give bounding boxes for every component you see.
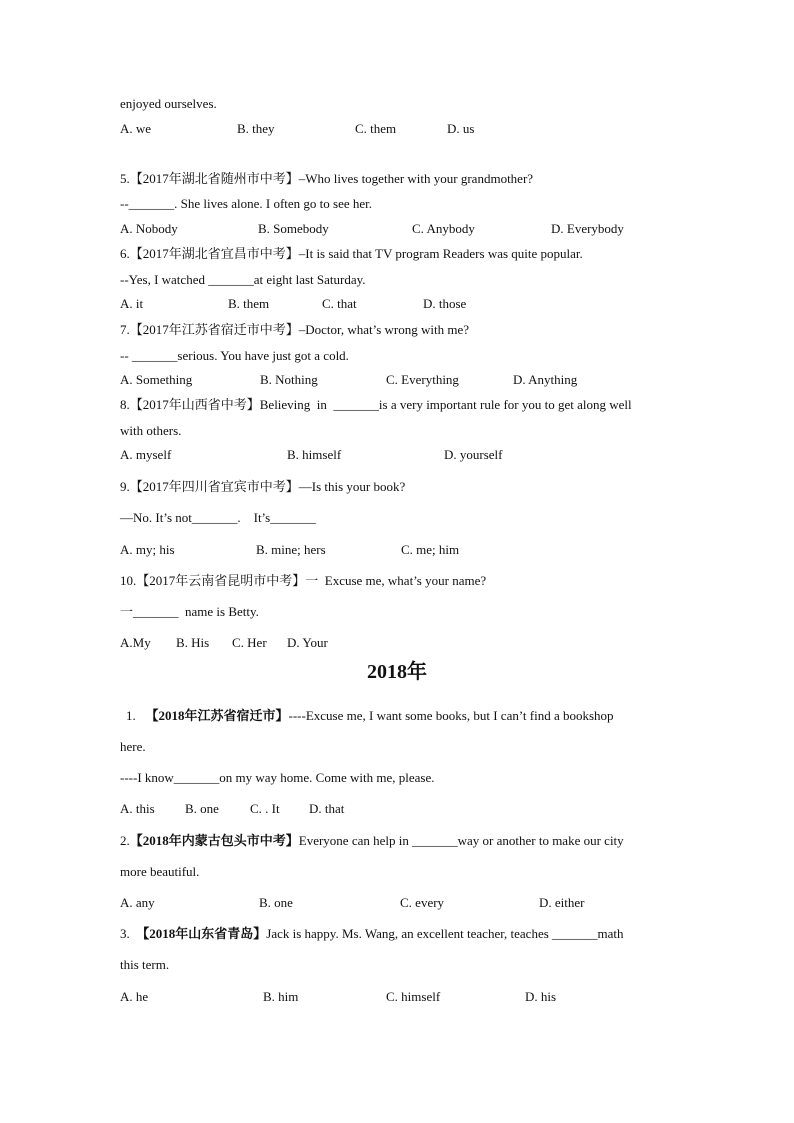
q8-option-d: D. yourself <box>444 447 503 462</box>
q7-stem: 7.【2017年江苏省宿迁市中考】–Doctor, what’s wrong with me? <box>120 322 470 337</box>
q5-line2: --_______. She lives alone. I often go to see her. <box>120 196 372 211</box>
s2018-q1-text: ----Excuse me, I want some books, but I can’t find a bookshop <box>288 708 614 723</box>
q10-stem: 10.【2017年云南省昆明市中考】一 Excuse me, what’s your name? <box>120 573 487 588</box>
s2018-q2-option-c: C. every <box>400 895 445 910</box>
q9-option-a: A. my; his <box>120 542 175 557</box>
q9-option-c: C. me; him <box>401 542 460 557</box>
q5-stem: 5.【2017年湖北省随州市中考】–Who lives together with your grandmother? <box>120 171 534 186</box>
q9-stem: 9.【2017年四川省宜宾市中考】—Is this your book? <box>120 479 406 494</box>
q4-option-c: C. them <box>355 121 397 136</box>
q6-stem: 6.【2017年湖北省宜昌市中考】–It is said that TV program Readers was quite popular. <box>120 246 583 261</box>
s2018-q2-option-d: D. either <box>539 895 585 910</box>
q7-line2: -- _______serious. You have just got a cold. <box>120 348 349 363</box>
q8-option-b: B. himself <box>287 447 342 462</box>
s2018-q1-number: 1. <box>126 708 136 723</box>
q10-option-d: D. Your <box>287 635 328 650</box>
s2018-q3-option-a: A. he <box>120 989 149 1004</box>
q7-option-a: A. Something <box>120 372 193 387</box>
q10-option-a: A.My <box>120 635 151 650</box>
q6-option-c: C. that <box>322 296 357 311</box>
q5-option-a: A. Nobody <box>120 221 178 236</box>
s2018-q2-stem <box>120 833 624 849</box>
q4-option-b: B. they <box>237 121 275 136</box>
q8-option-a: A. myself <box>120 447 172 462</box>
s2018-q2-line2: more beautiful. <box>120 864 200 879</box>
q8-line2: with others. <box>120 423 182 438</box>
s2018-q3-source: 【2018年山东省青岛】 <box>136 926 267 941</box>
q6-option-b: B. them <box>228 296 270 311</box>
q9-option-b: B. mine; hers <box>256 542 326 557</box>
s2018-q2-number: 2. <box>120 833 130 848</box>
s2018-q3-option-b: B. him <box>263 989 299 1004</box>
q4-option-d: D. us <box>447 121 475 136</box>
s2018-q3-number: 3. <box>120 926 130 941</box>
q4-option-a: A. we <box>120 121 152 136</box>
q9-line2: —No. It’s not_______. It’s_______ <box>120 510 316 525</box>
s2018-q3-option-c: C. himself <box>386 989 441 1004</box>
s2018-q2-option-b: B. one <box>259 895 293 910</box>
q6-option-a: A. it <box>120 296 144 311</box>
s2018-q1-option-b: B. one <box>185 801 219 816</box>
s2018-q1-source: 【2018年江苏省宿迁市】 <box>145 708 289 723</box>
q6-option-d: D. those <box>423 296 467 311</box>
q7-option-b: B. Nothing <box>260 372 318 387</box>
q7-option-c: C. Everything <box>386 372 459 387</box>
s2018-q2-text: Everyone can help in _______way or another to make our city <box>298 833 624 848</box>
s2018-q3-stem <box>120 926 624 942</box>
s2018-q3-line2: this term. <box>120 957 170 972</box>
s2018-q2-source: 【2018年内蒙古包头市中考】 <box>129 833 299 848</box>
q10-option-c: C. Her <box>232 635 267 650</box>
section-title: 2018年 <box>367 661 427 683</box>
s2018-q1-option-c: C. . It <box>250 801 280 816</box>
s2018-q1-stem <box>126 708 614 724</box>
s2018-q1-option-a: A. this <box>120 801 155 816</box>
s2018-q3-text: Jack is happy. Ms. Wang, an excellent teacher, teaches _______math <box>266 926 624 941</box>
q10-option-b: B. His <box>176 635 210 650</box>
q5-option-d: D. Everybody <box>551 221 624 236</box>
s2018-q1-line3: ----I know_______on my way home. Come with me, please. <box>120 770 435 785</box>
q8-stem: 8.【2017年山西省中考】Believing in _______is a very important rule for you to get along well <box>120 397 632 412</box>
s2018-q1-option-d: D. that <box>309 801 345 816</box>
s2018-q1-line2: here. <box>120 739 146 754</box>
q5-option-c: C. Anybody <box>412 221 475 236</box>
q7-option-d: D. Anything <box>513 372 578 387</box>
q5-option-b: B. Somebody <box>258 221 329 236</box>
q4-line: enjoyed ourselves. <box>120 96 217 111</box>
s2018-q3-option-d: D. his <box>525 989 557 1004</box>
s2018-q2-option-a: A. any <box>120 895 155 910</box>
q6-line2: --Yes, I watched _______at eight last Saturday. <box>120 272 366 287</box>
q10-line2: 一_______ name is Betty. <box>120 604 259 619</box>
